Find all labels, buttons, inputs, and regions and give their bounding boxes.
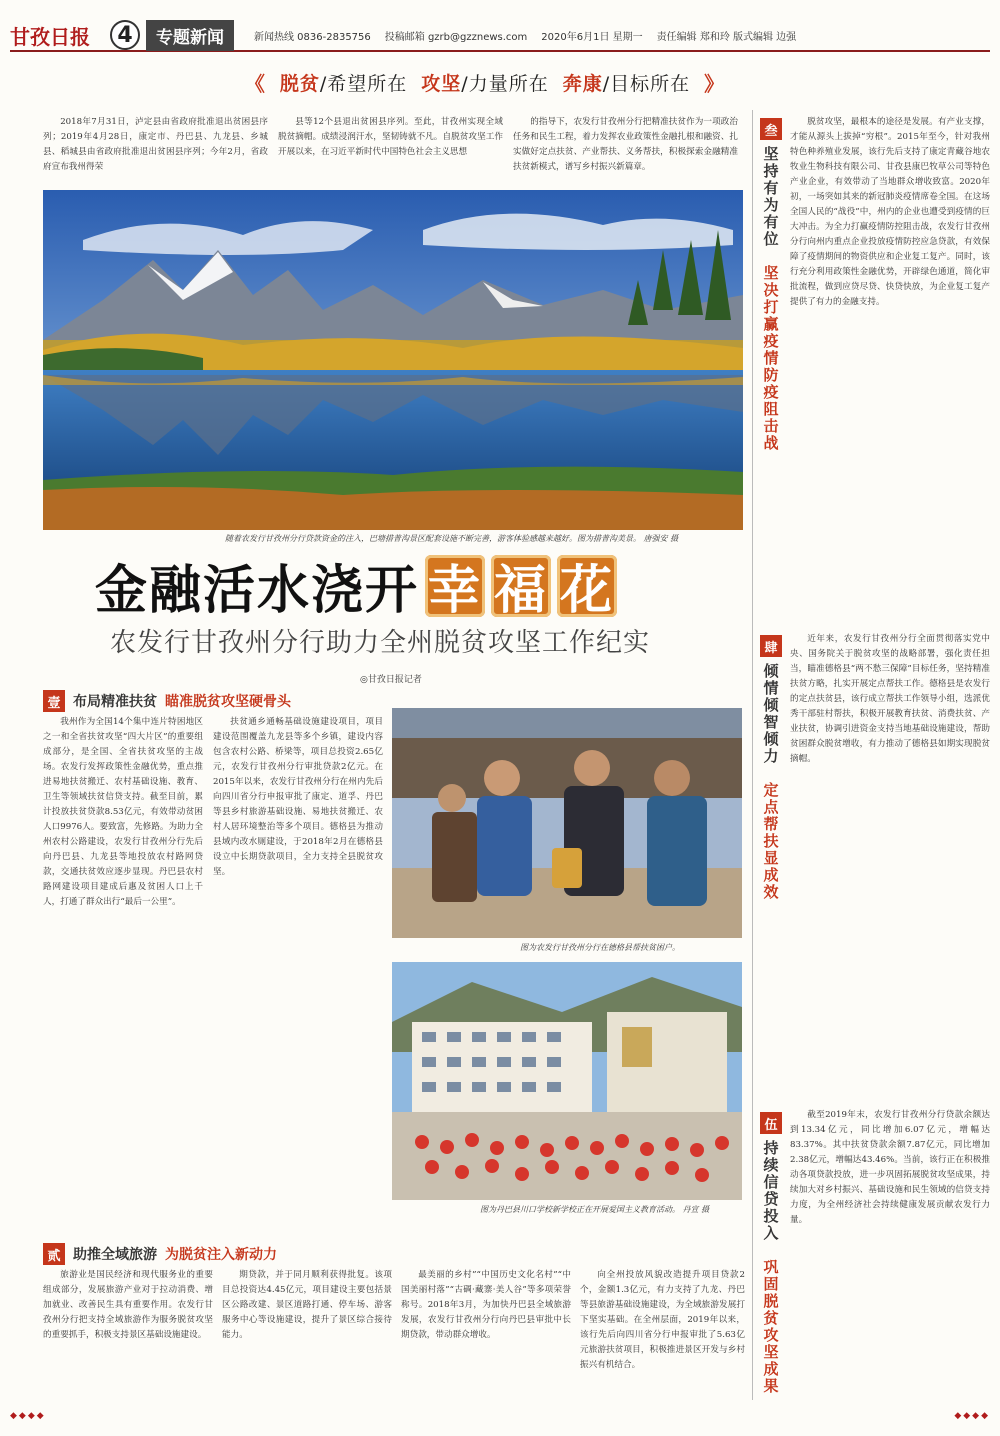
section-1-title-a: 布局精准扶贫 (73, 694, 157, 710)
section-3-title-a: 坚持有为有位 (761, 146, 780, 248)
section-5-title-a: 持续信贷投入 (761, 1140, 780, 1242)
column-divider (752, 110, 753, 1400)
people-photo (392, 708, 742, 938)
section-2-col-4: 向全州投放风貌改造提升项目贷款2个，金额1.3亿元，有力支持了九龙、丹巴等县旅游基础设施建设，为全域旅游发展打下坚实基础。在全州层面，2019年以来，该行先后向四川省分行申报审批了5.63亿元旅游扶贫项目，积极推进景区开发与乡村振兴有机结合。 (580, 1270, 745, 1370)
section-2-col-3: 最美丽的乡村”“中国历史文化名村”“中国美丽村落”“古碉·藏寨·美人谷”等多项荣誉称号。2018年3月，为加快丹巴县全域旅游发展，农发行甘孜州分行向丹巴县审批中长期贷款，带动群众增收。 (401, 1270, 571, 1340)
section-4-title-b: 定点帮扶显成效 (761, 782, 780, 902)
section-2-title-b: 为脱贫注入新动力 (165, 1247, 277, 1263)
footer-decoration-left-icon: ◆◆◆◆ (10, 1411, 46, 1421)
email: 投稿邮箱 gzrb@gzznews.com (384, 31, 528, 43)
hotline: 新闻热线 0836-2835756 (254, 31, 371, 43)
section-2-title-a: 助推全域旅游 (73, 1247, 157, 1263)
landscape-image (43, 190, 743, 530)
section-3-badge: 叁 (760, 118, 782, 140)
subheadline: 农发行甘孜州分行助力全州脱贫攻坚工作纪实 (110, 628, 651, 658)
headline-char-2: 福 (491, 555, 551, 617)
footer-decoration-right-icon: ◆◆◆◆ (954, 1411, 990, 1421)
intro-col-1: 2018年7月31日，泸定县由省政府批准退出贫困县序列；2019年4月28日，康定市、丹巴县、九龙县、乡城县、稻城县由省政府批准退出贫困县序列；今年2月，省政府宣布我州得荣 (43, 117, 268, 172)
byline: ◎甘孜日报记者 (360, 675, 422, 685)
photo-school (392, 962, 742, 1200)
section-2-col-1: 旅游业是国民经济和现代服务业的重要组成部分，发展旅游产业对于拉动消费、增加就业、改善民生具有重要作用。农发行甘孜州分行把支持全域旅游作为服务脱贫攻坚的重要抓手，积极支持景区基础设施建设。 (43, 1270, 213, 1340)
headline-char-1: 幸 (425, 555, 485, 617)
section-5-title-b: 巩固脱贫攻坚成果 (761, 1259, 780, 1396)
school-photo (392, 962, 742, 1200)
slogan-text-1: /希望所在 (319, 72, 408, 95)
section-1-header (43, 690, 291, 712)
section-1-col-2: 扶贫通乡通畅基础设施建设项目，项目建设范围覆盖九龙县等多个乡镇，建设内容包含农村公路、桥梁等，项目总投资2.65亿元，农发行甘孜州分行审批贷款2亿元。在2015年以来，农发行甘孜州分行在州内先后向四川省分行申报审批了康定、道孚、丹巴等县乡村旅游基础设施、易地扶贫搬迁、农村人居环境整治等多个项目。德格县为推动县域内改水厕建设，于2018年2月在德格县设立中长期贷款项目，全力支持全县脱贫攻坚。 (213, 717, 383, 877)
section-3-title-b: 坚决打赢疫情防疫阻击战 (761, 265, 780, 453)
editors: 责任编辑 郑和玲 版式编辑 边强 (656, 31, 797, 43)
section-5-badge: 伍 (760, 1112, 782, 1134)
slogan-word-3: 奔康 (562, 72, 603, 95)
section-label: 专题新闻 (146, 20, 234, 51)
section-1-badge: 壹 (43, 690, 65, 712)
section-2-badge: 贰 (43, 1243, 65, 1265)
newspaper-logo: 甘孜日报 (10, 24, 90, 49)
page-number: 4 (110, 20, 140, 50)
photo-school-caption: 图为丹巴县川口学校新学校正在开展爱国主义教育活动。 丹宣 摄 (480, 1205, 710, 1214)
masthead (10, 20, 990, 52)
masthead-meta (254, 28, 796, 43)
headline-text: 金融活水浇开 (95, 561, 420, 621)
intro-col-2: 县等12个县退出贫困县序列。至此，甘孜州实现全域脱贫摘帽。成绩浸润汗水，坚韧铸就不凡。自脱贫攻坚工作开展以来，在习近平新时代中国特色社会主义思想 (278, 117, 503, 157)
photo-helping (392, 708, 742, 938)
section-4-body: 近年来，农发行甘孜州分行全面贯彻落实党中央、国务院关于脱贫攻坚的战略部署，强化责任担当，瞄准德格县“两不愁三保障”目标任务，坚持精准扶贫方略，扎实开展定点帮扶工作。德格县是农发行的定点扶贫县，该行成立帮扶工作领导小组，选派优秀干部驻村帮扶，积极开展教育扶贫、消费扶贫、产业扶贫，协调引进资金支持当地基础设施建设，帮助贫困群众脱贫增收，有力推动了德格县如期实现脱贫摘帽。 (790, 634, 990, 764)
section-3-body: 脱贫攻坚，最根本的途径是发展。有产业支撑，才能从源头上拔掉“穷根”。2015年至今，针对我州特色种养殖业发展，该行先后支持了康定青藏谷地农牧业生物科技有限公司、甘孜县康巴牧草公司等特色产业企业，有效带动了当地群众增收致富。2020年初，一场突如其来的新冠肺炎疫情席卷全国。在这场全国人民的“战役”中，州内的企业也遭受到疫情的巨大冲击。为全力打赢疫情防控阻击战，农发行甘孜州分行向州内重点企业投放疫情防控应急贷款，有效保障了疫情期间的物资供应和企业复工复产。同时，该行充分利用政策性金融优势，开辟绿色通道，简化审批流程，做到应贷尽贷、快贷快放，为企业复工复产提供了有力的金融支持。 (790, 117, 990, 307)
main-photo-caption: 随着农发行甘孜州分行贷款资金的注入，巴塘措普沟景区配套设施不断完善，游客体验感越来越好。图为措普沟美景。 唐强安 摄 (225, 534, 679, 543)
slogan-banner (160, 67, 810, 97)
section-4-header (760, 635, 782, 901)
section-4-title-a: 倾情倾智倾力 (761, 663, 780, 765)
intro-col-3: 的指导下，农发行甘孜州分行把精准扶贫作为一项政治任务和民生工程，着力发挥农业政策性金融扎根和融资、扎实做好定点扶贫、产业帮扶、义务帮扶，积极探索金融精准扶贫新模式，谱写乡村振兴新篇章。 (513, 117, 738, 172)
section-2-col-2: 期贷款，并于同月顺利获得批复。该项目总投资达4.45亿元，项目建设主要包括景区公路改建、景区道路打通、停车场、游客服务中心等设施建设，提升了景区综合接待能力。 (222, 1270, 392, 1340)
footer (10, 1408, 990, 1424)
section-5-body: 截至2019年末，农发行甘孜州分行贷款余额达到13.34亿元，同比增加6.07亿元，增幅达83.37%。其中扶贫贷款余额7.87亿元，同比增加2.38亿元，增幅达43.46%。当前，该行正在积极推动各项贷款投放，进一步巩固拓展脱贫攻坚成果，持续加大对乡村振兴、基础设施和民生领域的信贷支持力度，为全州经济社会持续健康发展贡献农发行力量。 (790, 1110, 990, 1225)
main-photo (43, 190, 743, 530)
slogan-text-2: /力量所在 (461, 72, 549, 95)
headline-char-3: 花 (557, 555, 617, 617)
section-5-header (760, 1112, 782, 1395)
slogan-text-3: /目标所在 (602, 72, 691, 95)
section-1-col-1: 我州作为全国14个集中连片特困地区之一和全省扶贫攻坚“四大片区”的重要组成部分，是全国、全省扶贫攻坚的主战场。农发行发挥政策性金融优势，重点推进易地扶贫搬迁、农村基础设施、教育、卫生等领域扶贫信贷支持。截至目前，累计投放扶贫贷款8.53亿元，有效带动贫困人口9976人。要致富，先修路。为助力全州农村公路建设，农发行甘孜州分行先后向丹巴县、九龙县等地投放农村路网贷款，交通扶贫效应逐步显现。丹巴县农村路网建设项目建成后惠及贫困人口上千人，打通了群众出行“最后一公里”。 (43, 717, 203, 907)
section-2-header (43, 1243, 277, 1265)
date: 2020年6月1日 星期一 (541, 31, 643, 43)
slogan-word-1: 脱贫 (279, 72, 320, 95)
photo-helping-caption: 图为农发行甘孜州分行在德格县帮扶贫困户。 (520, 943, 680, 952)
section-3-header (760, 118, 782, 452)
headline (95, 548, 617, 623)
slogan-word-2: 攻坚 (421, 72, 462, 95)
section-4-badge: 肆 (760, 635, 782, 657)
chevron-right-icon: 》 (704, 71, 726, 96)
chevron-left-icon: 《 (244, 71, 266, 96)
section-1-title-b: 瞄准脱贫攻坚硬骨头 (165, 694, 291, 710)
